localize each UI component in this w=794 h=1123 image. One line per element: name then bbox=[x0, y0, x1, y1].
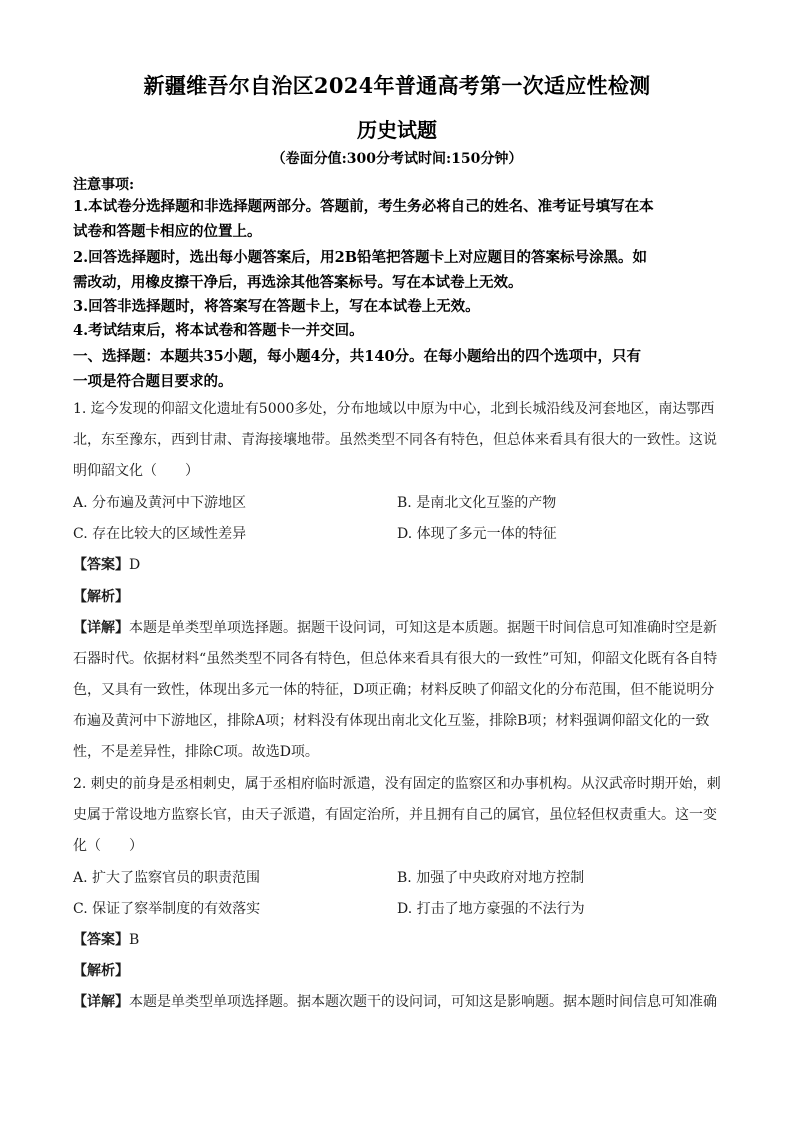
q2-option-a: A. 扩大了监察官员的职责范围 bbox=[73, 870, 261, 886]
notes-line: 3.回答非选择题时，将答案写在答题卡上，写在本试卷上无效。 bbox=[73, 298, 480, 315]
notes-line: 2.回答选择题时，选出每小题答案后，用2B铅笔把答题卡上对应题目的答案标号涂黑。如 bbox=[73, 249, 647, 266]
q2-option-b: B. 加强了中央政府对地方控制 bbox=[397, 870, 585, 886]
q1-option-d: D. 体现了多元一体的特征 bbox=[397, 526, 557, 542]
notes-line: 需改动，用橡皮擦干净后，再选涂其他答案标号。写在本试卷上无效。 bbox=[73, 274, 523, 291]
answer-tag: 【答案】 bbox=[73, 932, 129, 948]
detail-tag: 【详解】 bbox=[73, 620, 129, 636]
subject-title: 历史试题 bbox=[357, 118, 437, 142]
q2-analysis-tag: 【解析】 bbox=[73, 963, 129, 979]
answer-value: B bbox=[129, 932, 140, 948]
question-stem-line: 2. 刺史的前身是丞相刺史，属于丞相府临时派遣，没有固定的监察区和办事机构。从汉武帝时期开始，刺 bbox=[73, 776, 721, 792]
detail-line: 色，又具有一致性，体现出多元一体的特征，D项正确；材料反映了仰韶文化的分布范围，但不能说明分 bbox=[73, 682, 715, 698]
question-stem-line: 北，东至豫东，西到甘肃、青海接壤地带。虽然类型不同各有特色，但总体来看具有很大的一致性。这说 bbox=[73, 432, 717, 448]
q1-answer bbox=[73, 554, 140, 574]
section-heading: 一项是符合题目要求的。 bbox=[73, 373, 233, 390]
q2-option-c: C. 保证了察举制度的有效落实 bbox=[73, 901, 261, 917]
detail-text: 本题是单类型单项选择题。据本题次题干的设问词，可知这是影响题。据本题时间信息可知准确 bbox=[129, 994, 717, 1010]
q1-option-b: B. 是南北文化互鉴的产物 bbox=[397, 495, 557, 511]
detail-tag: 【详解】 bbox=[73, 994, 129, 1010]
detail-text: 本题是单类型单项选择题。据题干设问词，可知这是本质题。据题干时间信息可知准确时空是新 bbox=[129, 620, 717, 636]
q2-option-d: D. 打击了地方豪强的不法行为 bbox=[397, 901, 585, 917]
q2-answer bbox=[73, 929, 139, 949]
notes-line: 试卷和答题卡相应的位置上。 bbox=[73, 223, 262, 240]
detail-line bbox=[73, 617, 717, 637]
detail-line: 性，不是差异性，排除C项。故选D项。 bbox=[73, 744, 319, 760]
detail-line bbox=[73, 991, 717, 1011]
q1-analysis-tag: 【解析】 bbox=[73, 589, 129, 605]
question-stem-line: 化（ ） bbox=[73, 838, 143, 854]
q1-option-a: A. 分布遍及黄河中下游地区 bbox=[73, 495, 247, 511]
question-stem-line: 史属于常设地方监察长官，由天子派遣，有固定治所，并且拥有自己的属官，虽位轻但权责重大。这一变 bbox=[73, 807, 717, 823]
question-stem-line: 明仰韶文化（ ） bbox=[73, 463, 199, 479]
question-stem-line: 1. 迄今发现的仰韶文化遗址有5000多处，分布地域以中原为中心，北到长城沿线及河套地区，南达鄂西 bbox=[73, 401, 715, 417]
q1-option-c: C. 存在比较大的区域性差异 bbox=[73, 526, 247, 542]
detail-line: 石器时代。依据材料“虽然类型不同各有特色，但总体来看具有很大的一致性”可知，仰韶文化既有各自特 bbox=[73, 651, 718, 667]
notes-line: 1.本试卷分选择题和非选择题两部分。答题前，考生务必将自己的姓名、准考证号填写在本 bbox=[73, 198, 654, 215]
exam-meta: （卷面分值:300分考试时间:150分钟） bbox=[271, 151, 523, 167]
section-heading: 一、选择题：本题共35小题，每小题4分，共140分。在每小题给出的四个选项中，只有 bbox=[73, 348, 642, 365]
answer-value: D bbox=[129, 557, 141, 573]
detail-line: 布遍及黄河中下游地区，排除A项；材料没有体现出南北文化互鉴，排除B项；材料强调仰韶文化的一致 bbox=[73, 713, 710, 729]
notes-heading: 注意事项: bbox=[73, 177, 135, 193]
exam-title: 新疆维吾尔自治区2024年普通高考第一次适应性检测 bbox=[143, 73, 651, 98]
answer-tag: 【答案】 bbox=[73, 557, 129, 573]
notes-line: 4.考试结束后，将本试卷和答题卡一并交回。 bbox=[73, 322, 364, 339]
